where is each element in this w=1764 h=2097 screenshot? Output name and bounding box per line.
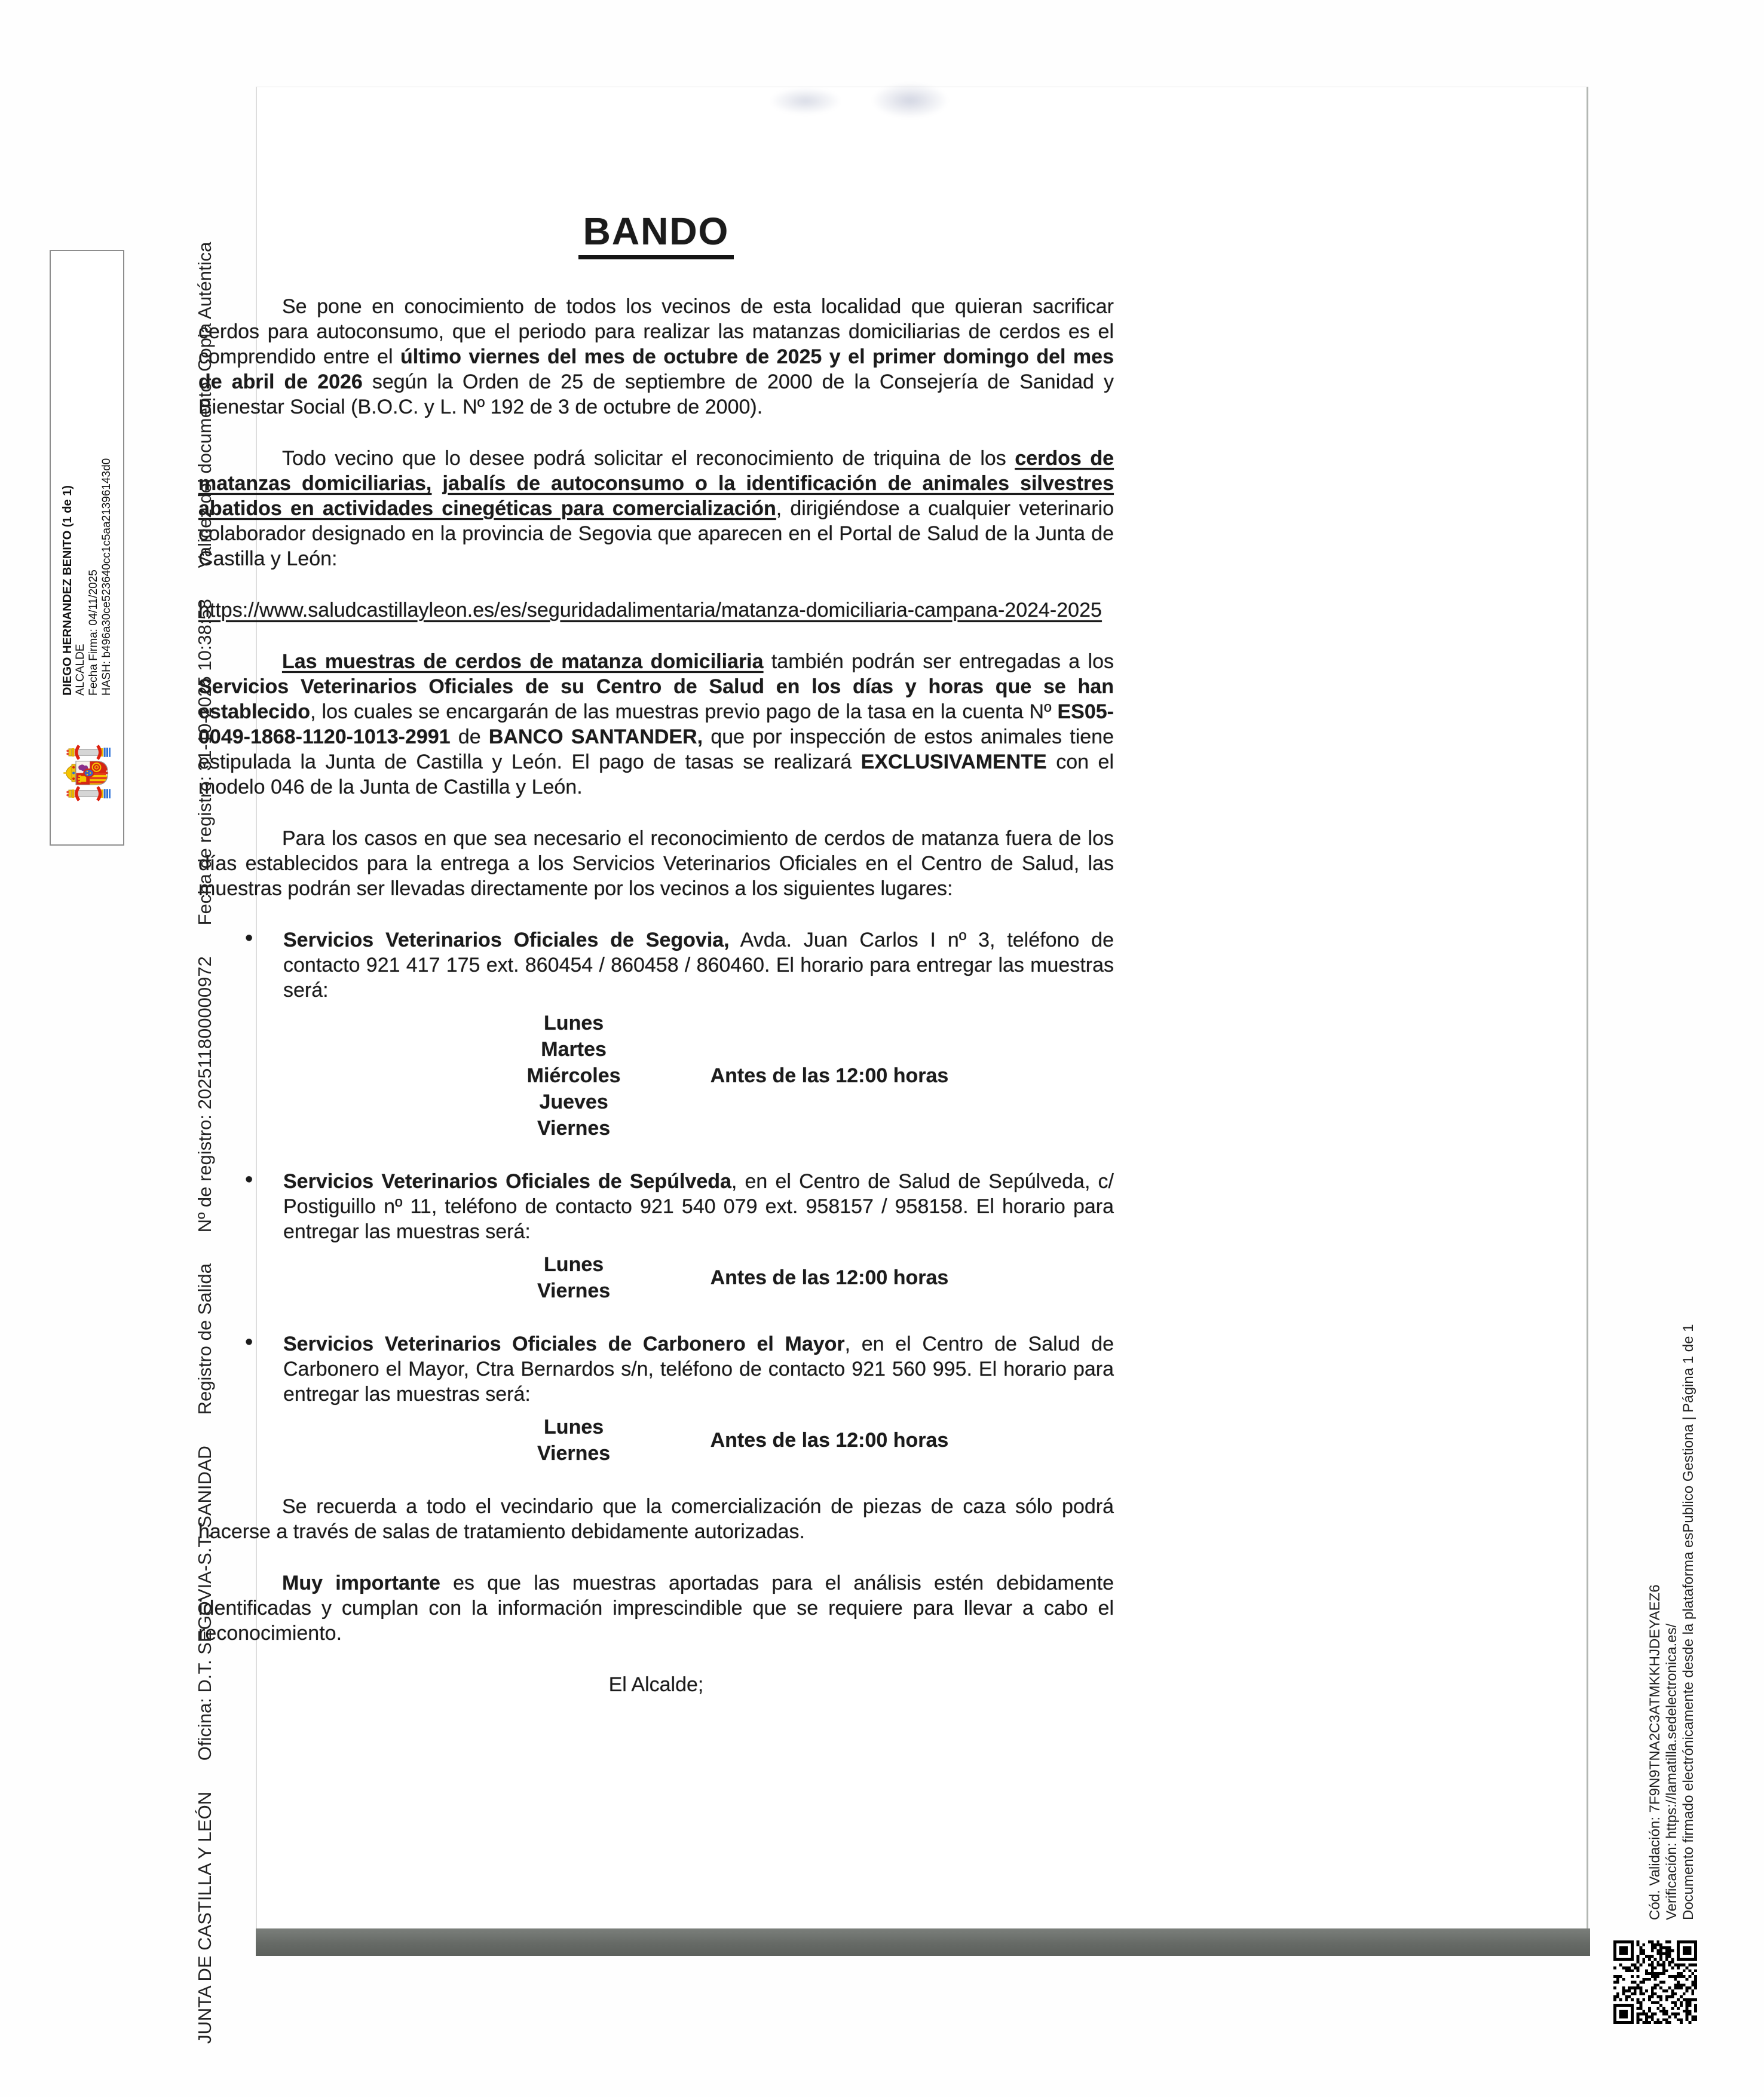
line-item: Lunes [544,1012,604,1034]
text-run: que por inspección de estos animales tiene estipulada la Junta de Castilla y León. El pago de tasas se realizará [198,725,1114,773]
portal-salud-url [198,598,1114,623]
signature-date: Fecha Firma: 04/11/2025 [87,570,100,696]
closing-el-alcalde: El Alcalde; [608,1673,704,1696]
registry-margin-text: JUNTA DE CASTILLA Y LEÓN Oficina: D.T. SEGOVIA-S.T. SANIDAD Registro de Salida Nº de registro: 202511800000972 Fecha de registro: 31-10-2025 10:38:58 Validez del documento: Copia Auténtica [194,241,215,2044]
url-text: https://www.saludcastillayleon.es/es/seguridadalimentaria/matanza-domiciliaria-campana-2024-2025 [198,599,1102,622]
text-run: Avda. Juan Carlos I nº 3, teléfono de contacto 921 417 175 ext. 860454 / 860458 / 860460. El horario para entregar las muestras será: [283,929,1114,1002]
day-list [446,1251,702,1304]
text-run: es que las muestras aportadas para el análisis estén debidamente identificadas y cumplan con la información imprescindible que se requiere para llevar a cabo el reconocimiento. [198,1572,1114,1645]
text-run: , los cuales se encargarán de las muestras previo pago de la tasa en la cuenta Nº [310,700,1058,723]
paragraph-fuera-de-dias [198,826,1114,901]
line-item: Verificación: https://lamatilla.sedelectronica.es/ [1664,1623,1680,1920]
paragraph-triquina [198,446,1114,571]
paragraph-recordatorio [198,1494,1114,1544]
text-run: Servicios Veterinarios Oficiales de Sepúlveda [283,1170,731,1193]
spain-coat-of-arms-icon [62,745,112,801]
list-item-text [283,929,1114,1002]
text-run: , en el Centro de Salud de Carbonero el Mayor, Ctra Bernardos s/n, teléfono de contacto 921 560 995. El horario para entregar las muestras será: [283,1333,1114,1406]
validation-margin-text [1647,1162,1698,1920]
text-run: Para los casos en que sea necesario el reconocimiento de cerdos de matanza fuera de los días establecidos para la entrega a los Servicios Veterinarios Oficiales en el Centro de Salud, las muestras podrán ser llevadas directamente por los vecinos a los siguientes lugares: [198,827,1114,900]
page-title: BANDO [578,210,734,259]
registry-margin [191,143,219,2044]
text-run: Las muestras de cerdos de matanza domiciliaria [282,650,764,673]
text-run: EXCLUSIVAMENTE [860,751,1047,773]
line-item: Viernes [537,1279,611,1302]
line-item: Lunes [544,1253,604,1276]
line-item: Jueves [539,1091,608,1113]
list-item-segovia [198,927,1114,1003]
text-run: Servicios Veterinarios Oficiales de Carbonero el Mayor [283,1333,845,1355]
pencil-smudge [871,82,949,118]
bullet-icon: • [245,926,253,951]
line-item: Viernes [537,1442,611,1465]
bullet-icon: • [245,1330,253,1355]
text-run: cerdos de matanzas domiciliarias, [198,447,1114,495]
signature-hash: HASH: b496a30ce523640cc1c5aa21396143d0 [100,458,113,696]
line-item: Martes [541,1038,607,1061]
text-run: Servicios Veterinarios Oficiales de su Centro de Salud en los días y horas que se han establecido [198,675,1114,723]
signer-name: DIEGO HERNANDEZ BENITO (1 de 1) [60,485,74,696]
text-run: último viernes del mes de octubre de 2025 y el primer domingo del mes de abril de 2026 [198,345,1114,393]
schedule-hours: Antes de las 12:00 horas [710,1266,949,1289]
schedule-segovia [198,1010,1114,1141]
paragraph-intro [198,294,1114,420]
schedule-hours: Antes de las 12:00 horas [710,1064,949,1087]
schedule-carbonero [198,1414,1114,1467]
signature-stamp [50,250,124,846]
text-run: según la Orden de 25 de septiembre de 2000 de la Consejería de Sanidad y Bienestar Social (B.O.C. y L. Nº 192 de 3 de octubre de 2000). [198,371,1114,418]
line-item: Viernes [537,1117,611,1140]
text-run: Se pone en conocimiento de todos los vecinos de esta localidad que quieran sacrificar cerdos para autoconsumo, que el periodo para realizar las matanzas domiciliarias de cerdos es el comprendido entre el [198,295,1114,368]
text-run [431,472,442,495]
schedule-sepulveda [198,1251,1114,1304]
line-item: Lunes [544,1416,604,1438]
text-run: Muy importante [282,1572,440,1594]
line-item: Documento firmado electrónicamente desde la plataforma esPublico Gestiona | Página 1 de 1 [1680,1324,1696,1920]
scan-shadow-bar [256,1928,1590,1956]
text-run: también podrán ser entregadas a los [763,650,1114,673]
day-list [446,1010,702,1141]
list-item-carbonero [198,1331,1114,1407]
line-item: Miércoles [526,1064,621,1087]
paragraph-muestras [198,649,1114,800]
schedule-hours: Antes de las 12:00 horas [710,1429,949,1452]
signer-role: ALCALDE [74,644,87,696]
text-run: de [450,725,489,748]
day-list [446,1414,702,1467]
list-item-sepulveda [198,1169,1114,1244]
paragraph-muy-importante [198,1571,1114,1646]
text-run: Servicios Veterinarios Oficiales de Segovia, [283,929,730,951]
text-run: Se recuerda a todo el vecindario que la comercialización de piezas de caza sólo podrá hacerse a través de salas de tratamiento debidamente autorizadas. [198,1495,1114,1543]
document-body [198,210,1114,1723]
text-run: ES05-0049-1868-1120-1013-2991 [198,700,1114,748]
text-run: jabalís de autoconsumo o la identificación de animales silvestres abatidos en actividades cinegéticas para comercialización [198,472,1114,520]
text-run: BANCO SANTANDER, [488,725,703,748]
text-run: , en el Centro de Salud de Sepúlveda, c/ Postiguillo nº 11, teléfono de contacto 921 540 079 ext. 958157 / 958158. El horario para entregar las muestras será: [283,1170,1114,1243]
validation-margin [1647,1162,1698,1920]
text-run: , dirigiéndose a cualquier veterinario colaborador designado en la provincia de Segovia que aparecen en el Portal de Salud de la Junta de Castilla y León: [198,497,1114,570]
bullet-icon: • [245,1167,253,1192]
text-run: con el modelo 046 de la Junta de Castilla y León. [198,751,1114,798]
line-item: Cód. Validación: 7F9N9TNA2C3ATMKKHJDEYAEZ6 [1647,1584,1663,1920]
list-item-text [283,1170,1114,1243]
qr-code [1613,1940,1697,2024]
pencil-smudge [770,87,841,115]
text-run: Todo vecino que lo desee podrá solicitar el reconocimiento de triquina de los [282,447,1015,470]
list-item-text [283,1333,1114,1406]
